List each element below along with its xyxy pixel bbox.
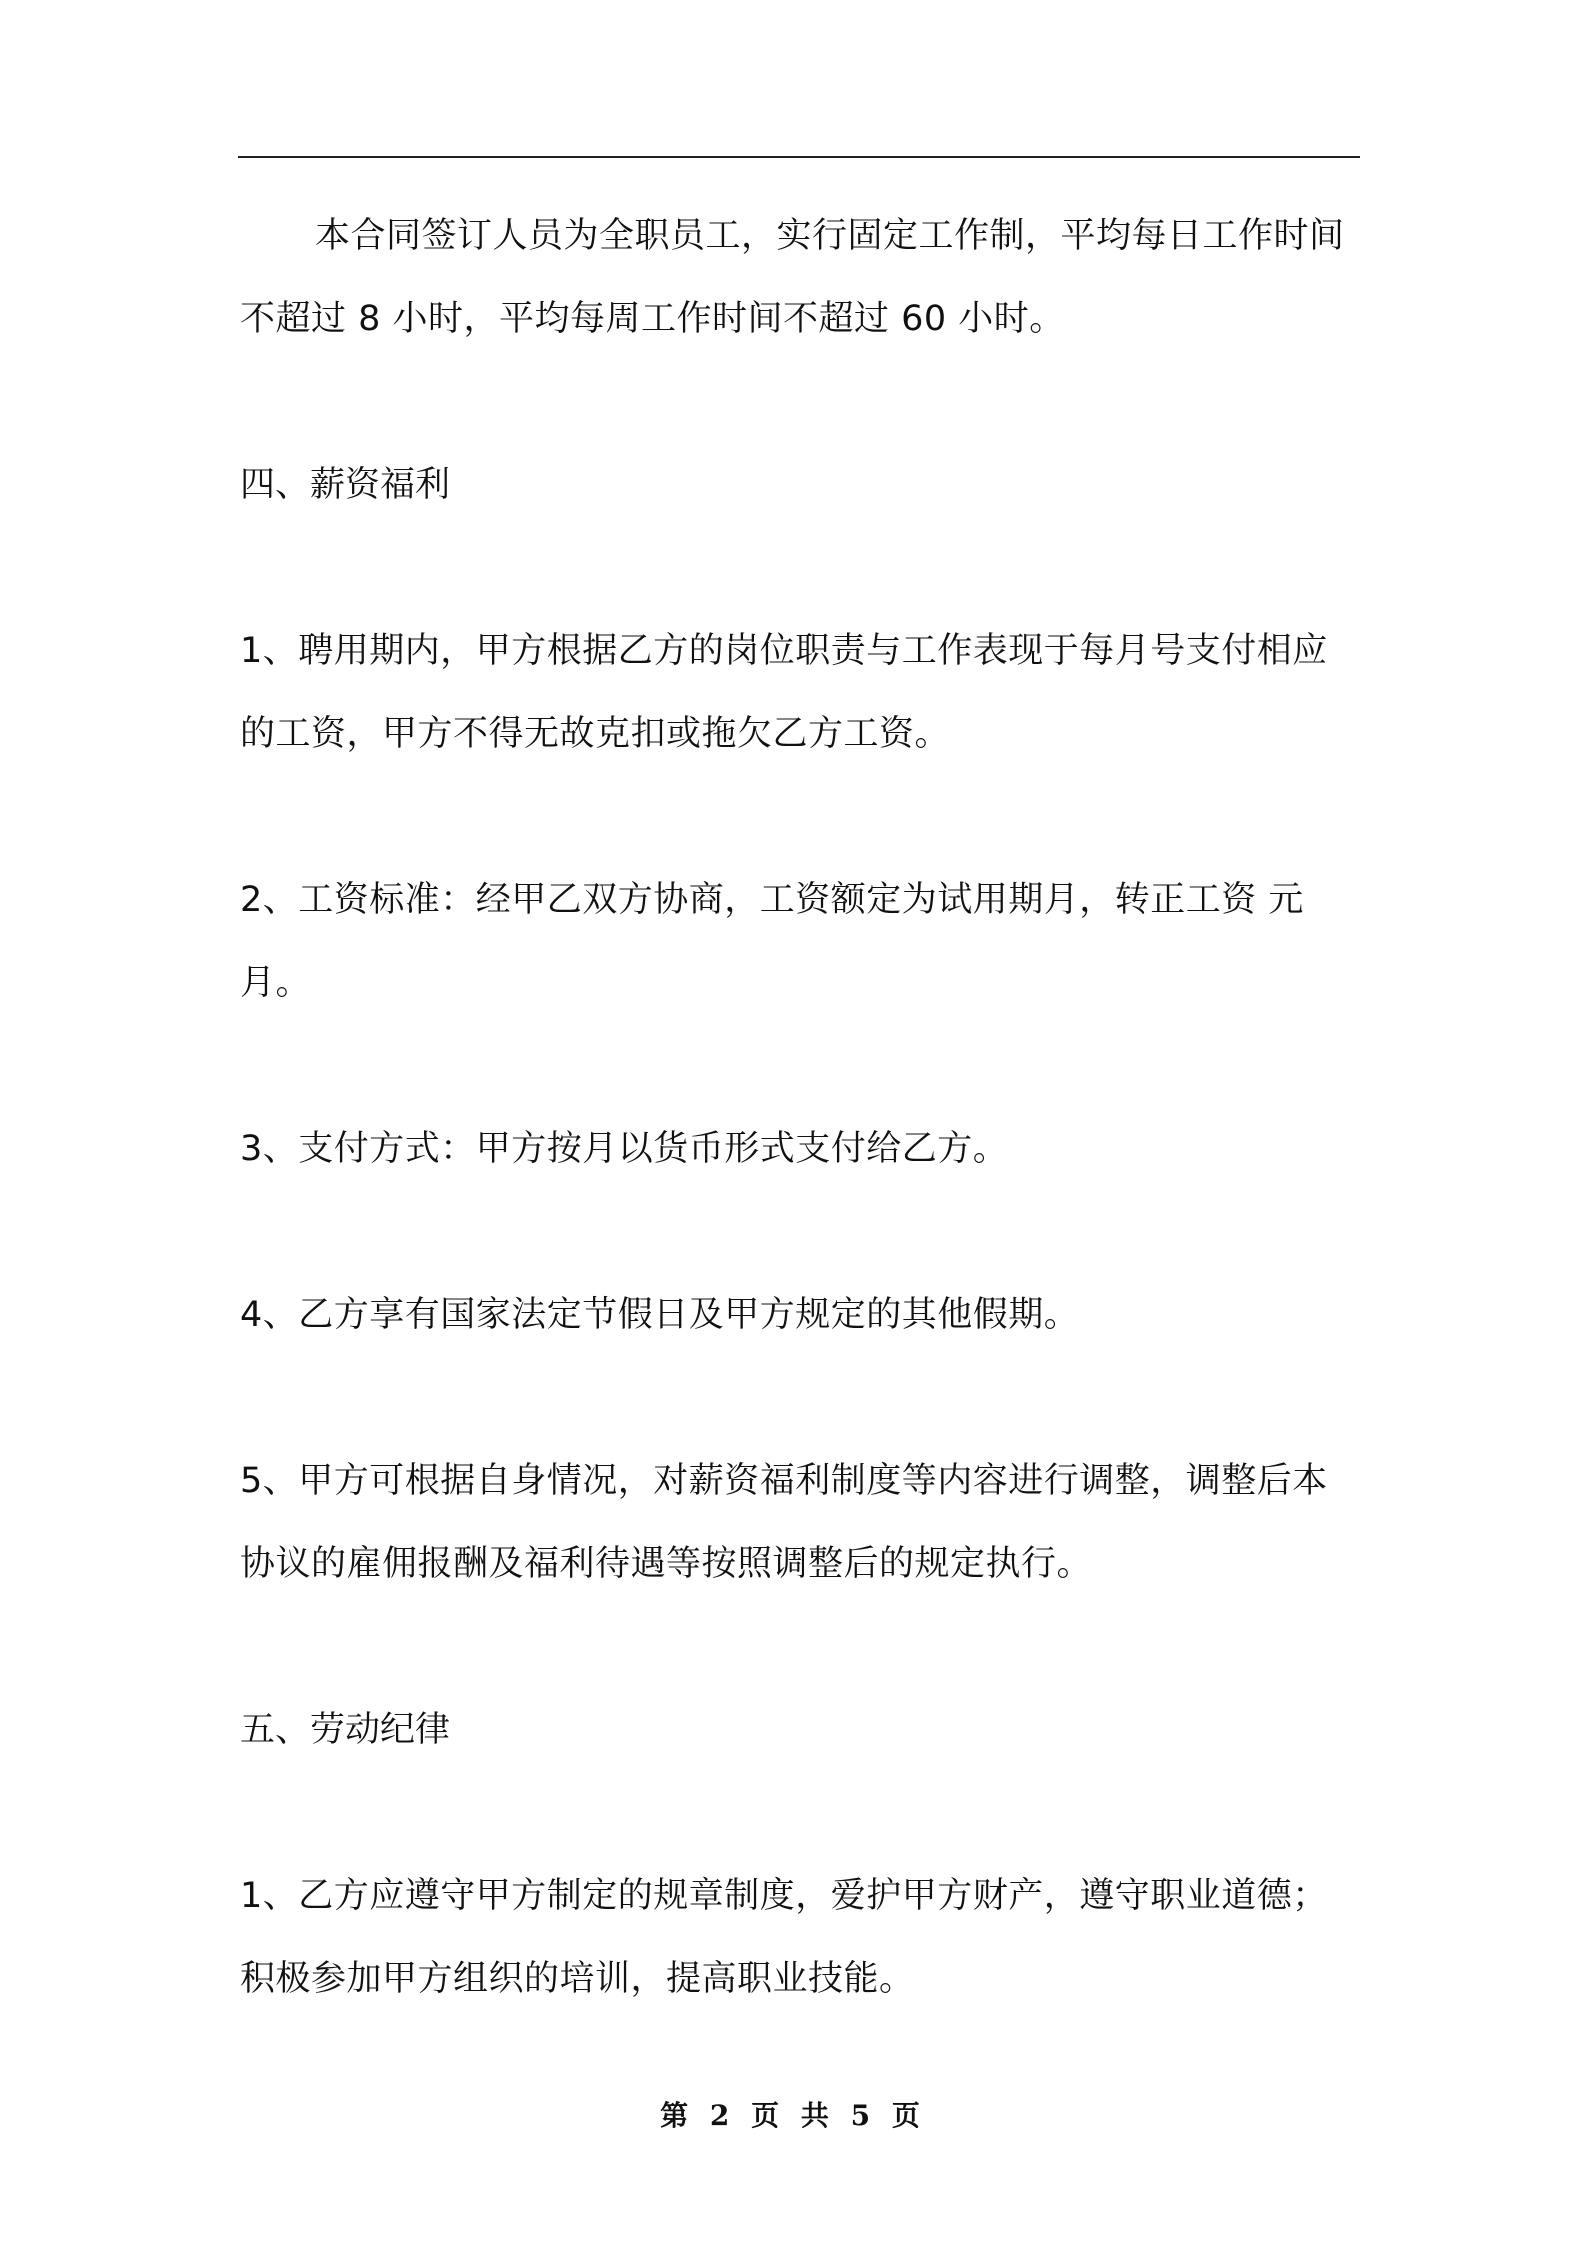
clause-4-5: 5、甲方可根据自身情况，对薪资福利制度等内容进行调整，调整后本协议的雇佣报酬及福利待遇等按照调整后的规定执行。	[240, 1461, 1328, 1584]
header-rule	[238, 156, 1360, 158]
clause-4-4: 4、乙方享有国家法定节假日及甲方规定的其他假期。	[240, 1295, 1080, 1335]
section-heading-salary-benefits: 四、薪资福利	[240, 465, 451, 505]
page-number: 第 2 页 共 5 页	[660, 2099, 926, 2132]
paragraph-working-hours: 本合同签订人员为全职员工，实行固定工作制，平均每日工作时间不超过 8 小时，平均每周工作时间不超过 60 小时。	[240, 216, 1345, 339]
document-body	[240, 195, 1360, 2104]
clause-4-1: 1、聘用期内，甲方根据乙方的岗位职责与工作表现于每月号支付相应的工资，甲方不得无故克扣或拖欠乙方工资。	[240, 631, 1328, 754]
clause-5-1: 1、乙方应遵守甲方制定的规章制度，爱护甲方财产，遵守职业道德；积极参加甲方组织的培训，提高职业技能。	[240, 1876, 1328, 1999]
clause-4-2: 2、工资标准：经甲乙双方协商，工资额定为试用期月，转正工资 元月。	[240, 880, 1304, 1003]
clause-4-3: 3、支付方式：甲方按月以货币形式支付给乙方。	[240, 1129, 1009, 1169]
section-heading-labor-discipline: 五、劳动纪律	[240, 1710, 451, 1750]
